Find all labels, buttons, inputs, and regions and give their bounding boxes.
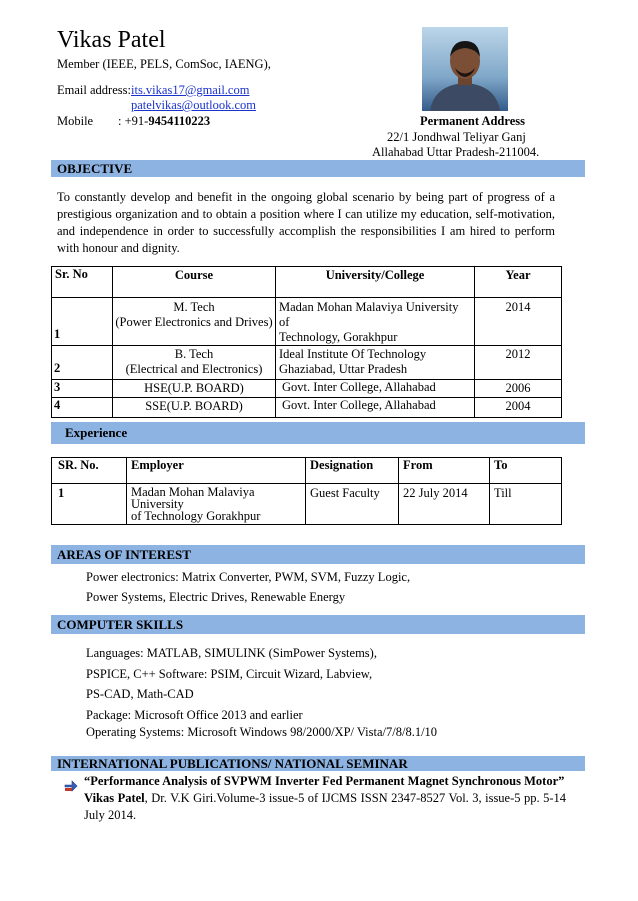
email-link-primary[interactable]: its.vikas17@gmail.com: [131, 83, 250, 97]
row-employer: [127, 484, 306, 525]
header-sr-no: SR. No.: [52, 458, 127, 484]
skill-item: PSPICE, C++ Software: PSIM, Circuit Wizard, Labview,: [86, 667, 373, 681]
table-row: [52, 484, 562, 525]
table-row: [52, 346, 562, 380]
header-employer: Employer: [127, 458, 306, 484]
candidate-name: Vikas Patel: [57, 27, 166, 53]
education-header-row: [52, 267, 562, 298]
skill-item: Package: Microsoft Office 2013 and earlier: [86, 708, 303, 722]
row-course: [113, 298, 276, 346]
university-line-2: Technology, Gorakhpur: [279, 330, 398, 344]
skill-item: Operating Systems: Microsoft Windows 98/2000/XP/ Vista/7/8/8.1/10: [86, 725, 438, 739]
mobile-label: Mobile: [57, 114, 94, 128]
address-line-1: 22/1 Jondhwal Teliyar Ganj: [387, 130, 526, 144]
header-course: Course: [113, 267, 276, 298]
row-sr-no: 4: [52, 398, 113, 418]
mobile-digits: 9454110223: [148, 114, 211, 128]
header-to: To: [490, 458, 562, 484]
interest-item: Power electronics: Matrix Converter, PWM, SVM, Fuzzy Logic,: [86, 570, 411, 584]
bullet-arrow-icon: [64, 779, 78, 798]
row-designation: Guest Faculty: [306, 484, 399, 525]
education-table: [51, 266, 562, 418]
row-course: [113, 346, 276, 380]
university-line-1: Ideal Institute Of Technology: [279, 347, 427, 361]
interests-section-heading: AREAS OF INTEREST: [51, 545, 585, 564]
experience-section-heading: Experience: [51, 422, 585, 444]
mobile-prefix: : +91-: [118, 114, 149, 128]
experience-table: [51, 457, 562, 525]
profile-photo-figure: [422, 27, 508, 111]
course-specialization: (Electrical and Electronics): [125, 362, 263, 376]
skill-item: PS-CAD, Math-CAD: [86, 687, 194, 701]
course-specialization: (Power Electronics and Drives): [115, 315, 273, 329]
header-university: University/College: [276, 267, 475, 298]
objective-text: To constantly develop and benefit in the ongoing global scenario by being part of progress of a prestigious organization and to obtain a position where I can utilize my education, self-motivation, and independence in order to successfully accomplish the responsibilities I am hired to perform with honour and dignity.: [57, 190, 555, 255]
permanent-address-heading: Permanent Address: [420, 114, 525, 128]
row-from: 22 July 2014: [399, 484, 490, 525]
row-university: [276, 346, 475, 380]
university-line-2: Ghaziabad, Uttar Pradesh: [279, 362, 408, 376]
row-sr-no: 1: [52, 484, 127, 525]
table-row: [52, 398, 562, 418]
course-name: B. Tech: [174, 347, 214, 361]
row-university: Govt. Inter College, Allahabad: [276, 398, 475, 418]
publication-title: “Performance Analysis of SVPWM Inverter Fed Permanent Magnet Synchronous Motor”: [84, 774, 565, 788]
header-from: From: [399, 458, 490, 484]
membership-line: Member (IEEE, PELS, ComSoc, IAENG),: [57, 57, 271, 71]
objective-section-heading: OBJECTIVE: [51, 160, 585, 177]
row-to: Till: [490, 484, 562, 525]
table-row: [52, 380, 562, 398]
publication-entry: [84, 773, 566, 824]
address-line-2: Allahabad Uttar Pradesh-211004.: [372, 145, 540, 159]
mobile-number: [118, 114, 210, 129]
email-label: Email address:: [57, 83, 131, 97]
row-year: 2004: [475, 398, 562, 418]
header-designation: Designation: [306, 458, 399, 484]
row-sr-no: 2: [52, 346, 113, 380]
email-link-secondary[interactable]: patelvikas@outlook.com: [131, 98, 257, 112]
row-course: HSE(U.P. BOARD): [113, 380, 276, 398]
table-row: [52, 298, 562, 346]
publications-section-heading: INTERNATIONAL PUBLICATIONS/ NATIONAL SEMINAR: [51, 756, 585, 771]
row-year: 2012: [475, 346, 562, 380]
experience-header-row: [52, 458, 562, 484]
row-course: SSE(U.P. BOARD): [113, 398, 276, 418]
row-sr-no: 1: [52, 298, 113, 346]
row-university: Govt. Inter College, Allahabad: [276, 380, 475, 398]
course-name: M. Tech: [173, 300, 215, 314]
publication-details: , Dr. V.K Giri.Volume-3 issue-5 of IJCMS ISSN 2347-8527 Vol. 3, issue-5 pp. 5-14 July 2014.: [84, 791, 566, 822]
row-year: 2006: [475, 380, 562, 398]
university-line-1: Madan Mohan Malaviya University of: [279, 300, 459, 329]
header-sr-no: Sr. No: [52, 267, 113, 298]
header-year: Year: [475, 267, 562, 298]
employer-line-2: of Technology Gorakhpur: [131, 509, 261, 523]
interest-item: Power Systems, Electric Drives, Renewable Energy: [86, 590, 346, 604]
publication-author: Vikas Patel: [84, 791, 145, 805]
row-sr-no: 3: [52, 380, 113, 398]
row-year: 2014: [475, 298, 562, 346]
skill-item: Languages: MATLAB, SIMULINK (SimPower Systems),: [86, 646, 377, 660]
profile-photo: [422, 27, 508, 111]
employer-line-1: Madan Mohan Malaviya University: [131, 485, 255, 511]
row-university: [276, 298, 475, 346]
skills-section-heading: COMPUTER SKILLS: [51, 615, 585, 634]
